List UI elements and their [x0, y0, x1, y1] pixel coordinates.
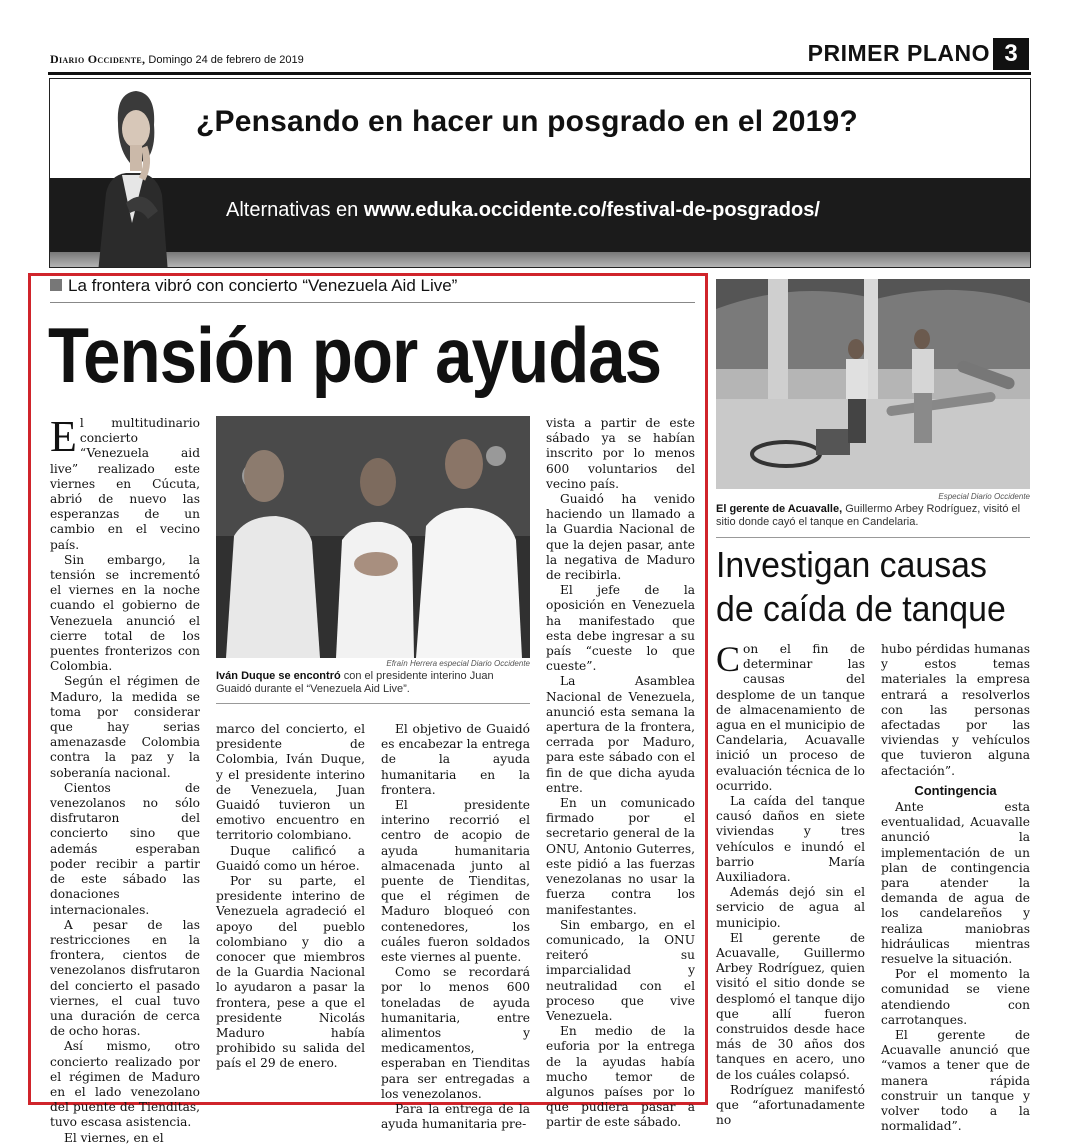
- side-headline-line2: de caída de tanque: [716, 588, 1006, 629]
- square-bullet-icon: [50, 279, 62, 291]
- photo-caption: [216, 670, 530, 696]
- paragraph: La Asamblea Nacional de Venezuela, anunció esta semana la apertura de la frontera, cerrada por Maduro, para este sábado con el fin de que dicha ayuda entre.: [546, 674, 695, 795]
- kicker-text: La frontera vibró con concierto “Venezuela Aid Live”: [68, 276, 458, 295]
- paragraph: Sin embargo, en el comunicado, la ONU reiteró su imparcialidad y neutralidad con el proceso que vive Venezuela.: [546, 917, 695, 1023]
- paragraph: A pesar de las restricciones en la frontera, cientos de venezolanos disfrutaron del concierto el pasado viernes, el cual tuvo una duración de cerca de ocho horas.: [50, 917, 200, 1039]
- paragraph: El multitudinario concierto “Venezuela aid live” realizado este viernes en Cúcuta, abrió de nuevo las esperanzas de un cambio en el vecino país.: [50, 412, 200, 552]
- side-photo-caption: [716, 503, 1034, 529]
- paragraph: marco del concierto, el presidente de Colombia, Iván Duque, y el presidente interino de Venezuela, Juan Guaidó tuvieron un emotivo encuentro en territorio colombiano.: [216, 722, 365, 843]
- paragraph: El gerente de Acuavalle anunció que “vamos a tener que de manera rápida construir un tanque y volver todo a la normalidad”.: [881, 1028, 1030, 1134]
- drop-cap: E: [50, 412, 77, 461]
- paragraph: Como se recordará por lo menos 600 toneladas de ayuda humanitaria, entre alimentos y medicamentos, esperaban en Tienditas para ser entregadas a los venezolanos.: [381, 965, 530, 1101]
- paragraph: Guaidó ha venido haciendo un llamado a la Guardia Nacional de que la dejen pasar, ante la negativa de Maduro de recibirla.: [546, 492, 695, 583]
- paragraph: Ante esta eventualidad, Acuavalle anunció la implementación de un plan de contingencia para atender la demanda de agua de los candelareños y realiza maniobras hidráulicas mientras resuelve la situación.: [881, 800, 1030, 967]
- article-column-2: [216, 722, 365, 1072]
- paragraph: Duque calificó a Guaidó como un héroe.: [216, 843, 365, 873]
- side-column-2: [881, 642, 1030, 1135]
- paragraph: vista a partir de este sábado ya se habían inscrito por lo menos 600 voluntarios del vecino país.: [546, 416, 695, 491]
- article-column-3: [381, 722, 530, 1132]
- side-caption-rule: [716, 537, 1030, 538]
- paper-name: Diario Occidente,: [50, 52, 146, 66]
- duque-guaido-photo: [216, 416, 530, 658]
- header-rule: [48, 72, 1031, 75]
- paragraph: hubo pérdidas humanas y estos temas materiales la empresa entrará a resolverlos con las personas afectadas por las viviendas y vehículos que tuvieron alguna afectación”.: [881, 642, 1030, 778]
- side-caption-text: Guillermo Arbey Rodríguez, visitó el sitio donde cayó el tanque en Candelaria.: [716, 503, 1021, 528]
- ad-sub-prefix: Alternativas en: [226, 199, 364, 221]
- paragraph: La caída del tanque causó daños en siete viviendas y tres vehículos e inundó el barrio María Auxiliadora.: [716, 794, 865, 885]
- paragraph: El objetivo de Guaidó es encabezar la entrega de la ayuda humanitaria en la frontera.: [381, 722, 530, 797]
- paragraph: El presidente interino recorrió el centro de acopio de ayuda humanitaria almacenada junto al puente de Tienditas, que el régimen de Maduro bloqueó con contenedores, los cuáles fueron soldados este viernes al puente.: [381, 798, 530, 965]
- paragraph: En medio de la euforia por la entrega de la ayudas había mucho temor de algunos países por lo que pudiera pasar a partir de este sábado.: [546, 1024, 695, 1130]
- caption-rule: [216, 703, 530, 704]
- paragraph: El viernes, en el: [64, 1130, 164, 1145]
- paragraph: Sin embargo, la tensión se incrementó el viernes en la noche cuando el gobierno de Venezuela anunció el cierre total de los puentes fronterizos con Colombia.: [50, 552, 200, 674]
- article-column-1: [50, 412, 200, 1146]
- side-drop-cap: C: [716, 639, 741, 679]
- ad-link[interactable]: www.eduka.occidente.co/festival-de-posgrados/: [363, 199, 820, 221]
- caption-text: con el presidente interino Juan Guaidó durante el “Venezuela Aid Live”.: [216, 670, 494, 695]
- photo-credit: Efraín Herrera especial Diario Occidente: [386, 659, 530, 668]
- side-subheading: Contingencia: [914, 782, 997, 798]
- side-caption-lead: El gerente de Acuavalle,: [716, 503, 843, 515]
- woman-illustration: [60, 83, 200, 268]
- side-column-1: [716, 639, 865, 1129]
- article-headline: Tensión por ayudas: [48, 311, 662, 399]
- side-photo-credit: Especial Diario Occidente: [938, 492, 1030, 501]
- paragraph: Cientos de venezolanos no sólo disfrutaron del concierto sino que además esperaban poder recibir a partir de este sábado las donaciones internacionales.: [50, 780, 200, 917]
- paragraph: Así mismo, otro concierto realizado por el régimen de Maduro en el lado venezolano del puente de Tienditas, tuvo escasa asistencia.: [50, 1039, 200, 1130]
- photo-illustration: [216, 416, 530, 658]
- acuavalle-site-photo: [716, 279, 1030, 489]
- paragraph: En un comunicado firmado por el secretario general de la ONU, Antonio Guterres, este pidió a las fuerzas venezolanas no usar la fuerza contra los manifestantes.: [546, 796, 695, 917]
- article-kicker: [50, 276, 457, 296]
- paragraph: Rodríguez manifestó que “afortunadamente no: [716, 1082, 865, 1128]
- paragraph: Por el momento la comunidad se viene atendiendo con carrotanques.: [881, 967, 1030, 1027]
- caption-lead: Iván Duque se encontró: [216, 670, 341, 682]
- page-number: 3: [993, 38, 1029, 70]
- paragraph: Para la entrega de la ayuda humanitaria pre-: [381, 1102, 530, 1132]
- side-headline: [716, 543, 1006, 631]
- posgrado-ad-banner[interactable]: [49, 78, 1031, 268]
- section-title: PRIMER PLANO: [807, 40, 990, 66]
- issue-date: Domingo 24 de febrero de 2019: [148, 54, 304, 66]
- site-illustration: [716, 279, 1030, 489]
- paragraph: Con el fin de determinar las causas del desplome de un tanque de almacenamiento de agua en el municipio de Candelaria, Acuavalle inició un proceso de evaluación técnica de lo ocurrido.: [716, 639, 865, 793]
- paragraph: El gerente de Acuavalle, Guillermo Arbey Rodríguez, quien visitó el sitio donde se desplomó el tanque dijo que allí fueron construidos desde hace más de 30 años dos tanques en acero, uno de los cuáles colapsó.: [716, 930, 865, 1082]
- paragraph: Según el régimen de Maduro, la medida se toma por considerar que hay serias amenazasde Colombia contra la paz y la soberanía nacional.: [50, 674, 200, 780]
- paragraph: Además dejó sin el servicio de agua al municipio.: [716, 885, 865, 930]
- ad-headline: ¿Pensando en hacer un posgrado en el 2019?: [196, 105, 858, 138]
- ad-subline: [226, 199, 820, 222]
- side-headline-line1: Investigan causas: [716, 544, 987, 585]
- masthead: [50, 52, 304, 67]
- paragraph: Por su parte, el presidente interino de Venezuela agradeció el apoyo del pueblo colombiano y dio a conocer que miembros de la Guardia Nacional lo ayudaron a pasar la frontera, pese a que el presidente Nicolás Maduro había prohibido su salida del país el 29 de enero.: [216, 874, 365, 1071]
- kicker-rule: [50, 302, 695, 303]
- paragraph: El jefe de la oposición en Venezuela ha manifestado que esta debe ingresar a su país “cueste lo que cueste”.: [546, 583, 695, 674]
- article-column-4: [546, 416, 695, 1131]
